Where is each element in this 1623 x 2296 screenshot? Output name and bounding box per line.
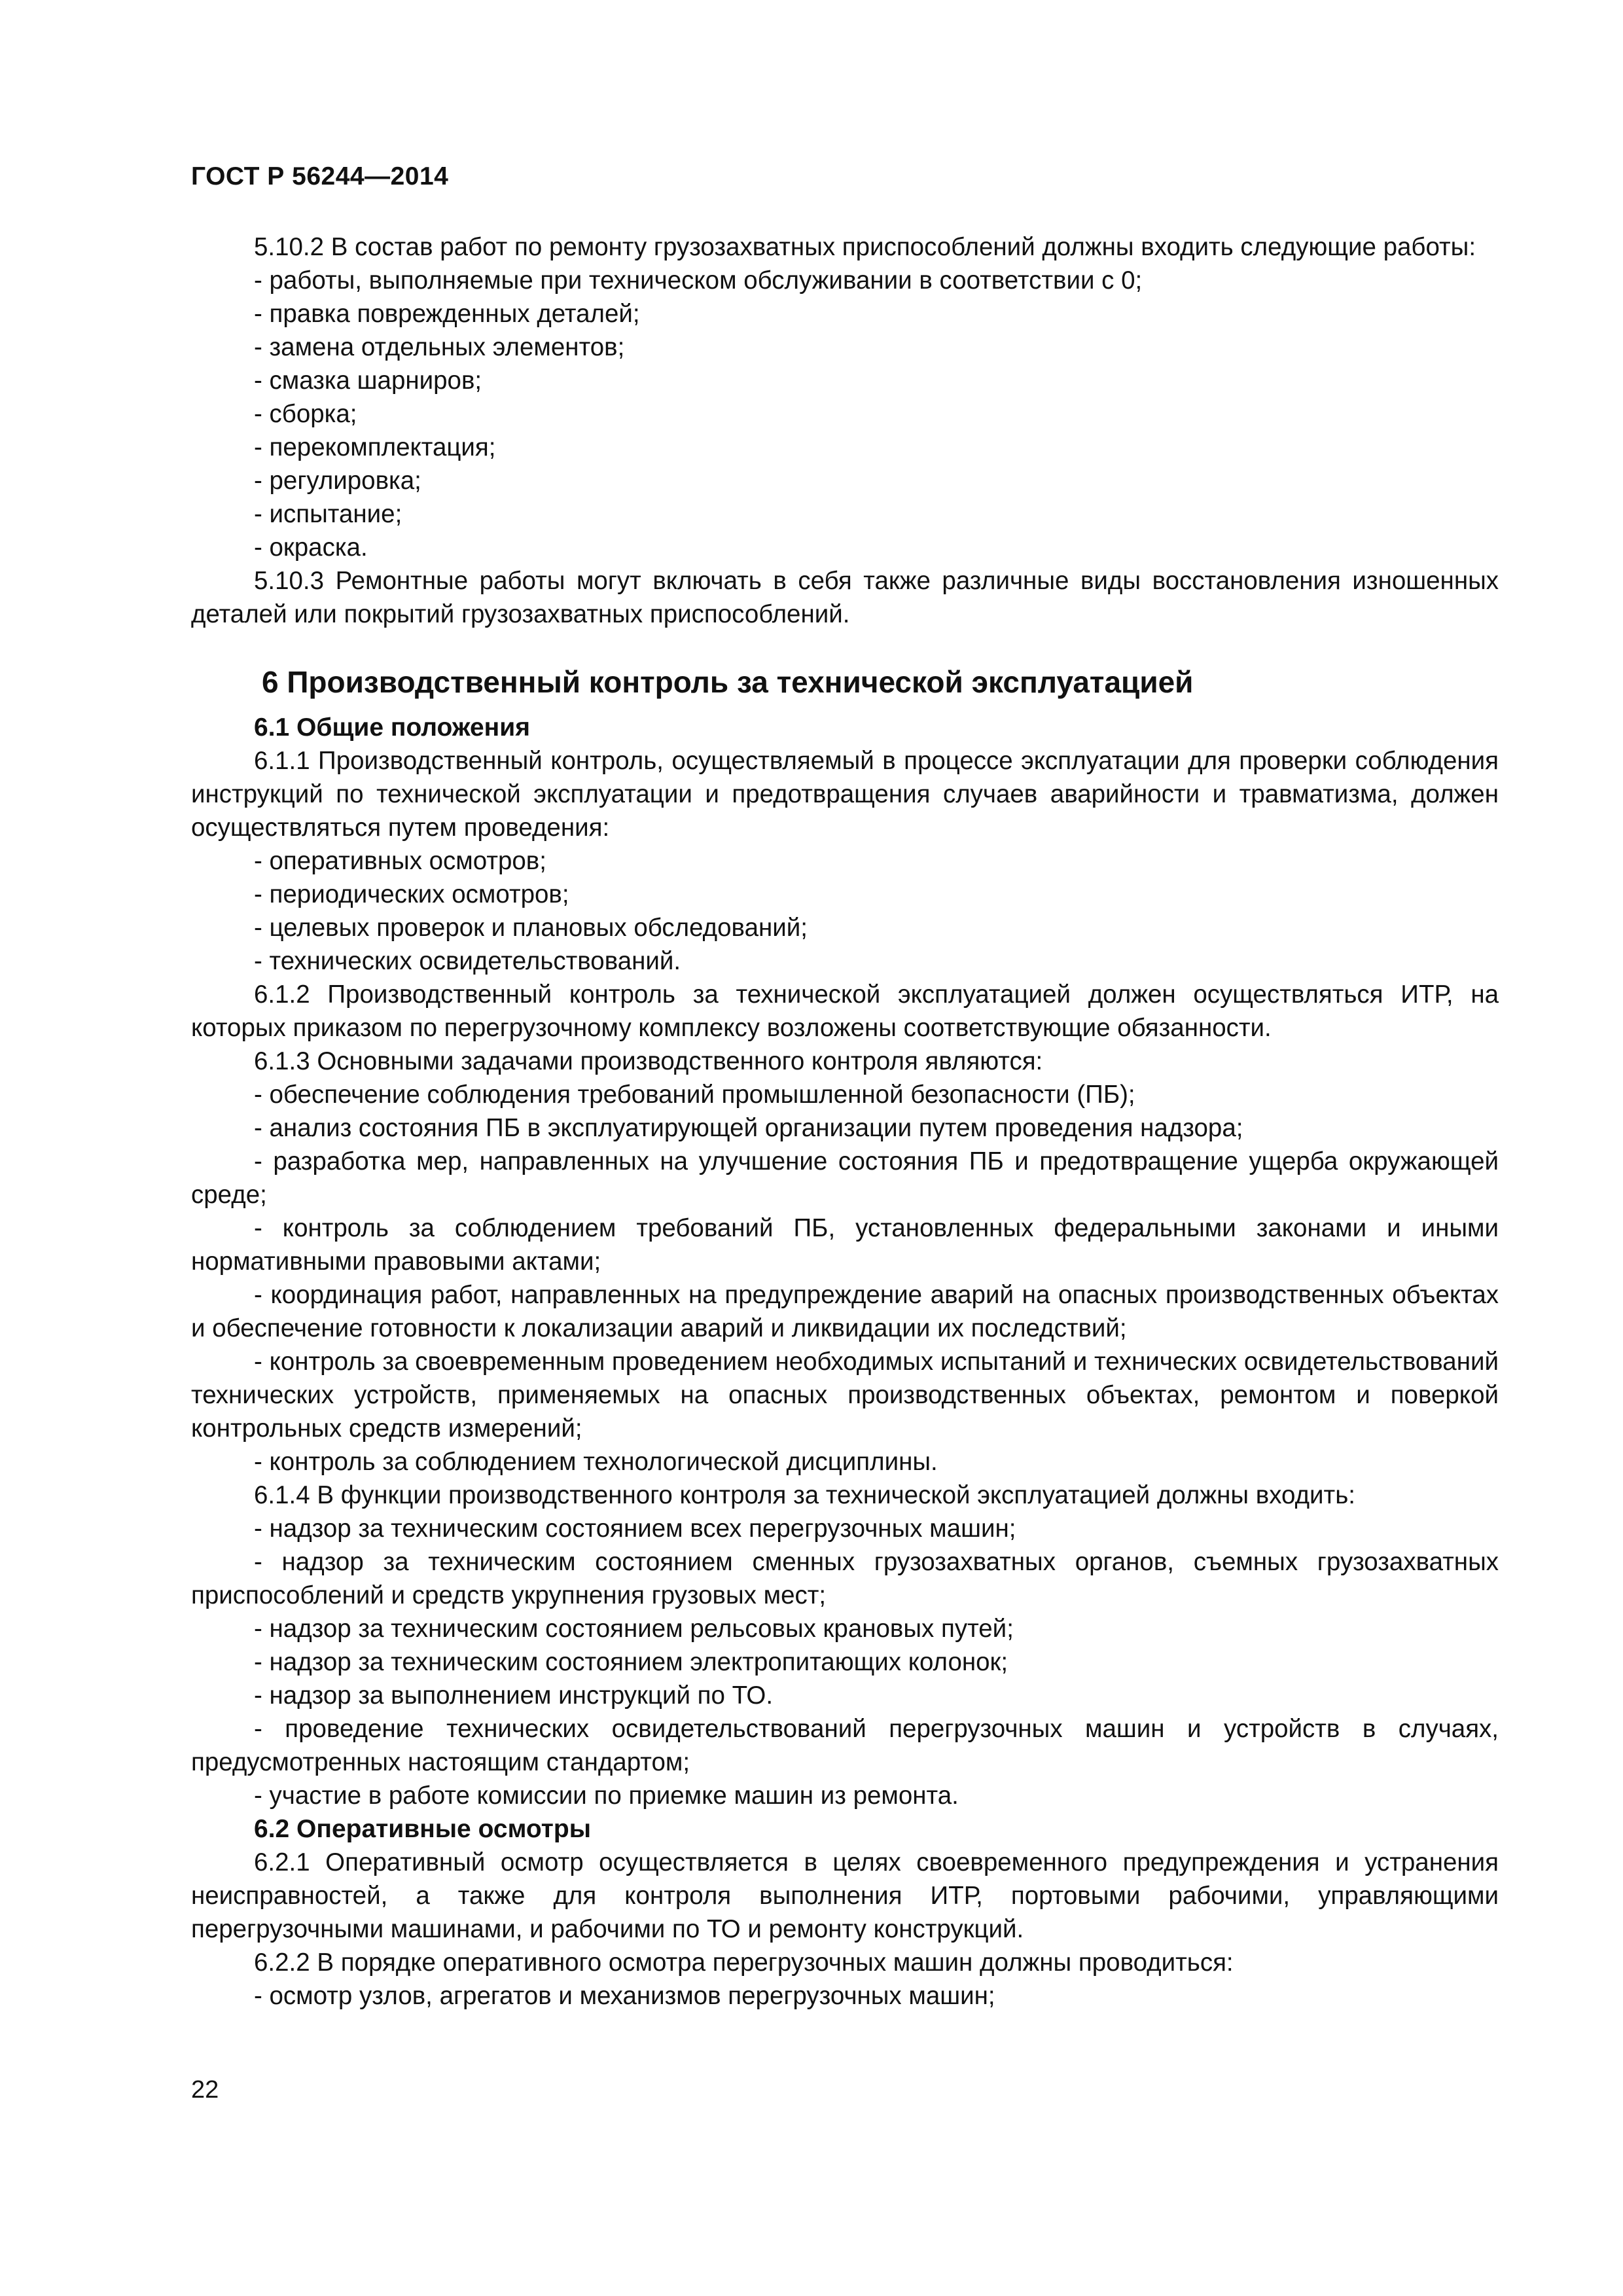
list-item: - контроль за соблюдением технологической дисциплины.	[254, 1448, 938, 1476]
list-item: - участие в работе комиссии по приемке машин из ремонта.	[254, 1782, 959, 1810]
list-item: - работы, выполняемые при техническом обслуживании в соответствии с 0;	[254, 266, 1143, 295]
list-item: - периодических осмотров;	[254, 880, 569, 908]
paragraph-6-2-2: 6.2.2 В порядке оперативного осмотра перегрузочных машин должны проводиться:	[254, 1948, 1234, 1977]
document-code-header: ГОСТ Р 56244—2014	[191, 162, 449, 190]
list-item: - осмотр узлов, агрегатов и механизмов перегрузочных машин;	[254, 1982, 995, 2010]
list-item: - разработка мер, направленных на улучшение состояния ПБ и предотвращение ущерба окружающей среде;	[191, 1147, 1499, 1209]
list-item: - смазка шарниров;	[254, 367, 482, 395]
list-item: - оперативных осмотров;	[254, 847, 546, 875]
section-6-title: 6 Производственный контроль за технической эксплуатацией	[262, 665, 1194, 699]
list-item: - надзор за техническим состоянием рельсовых крановых путей;	[254, 1615, 1014, 1643]
list-item: - сборка;	[254, 400, 357, 428]
list-item: - надзор за техническим состоянием всех перегрузочных машин;	[254, 1515, 1016, 1543]
list-item: - координация работ, направленных на предупреждение аварий на опасных производственных объектах и обеспечение готовности к локализации аварий и ликвидации их последствий;	[191, 1281, 1499, 1342]
subsection-6-2-title: 6.2 Оперативные осмотры	[254, 1815, 591, 1843]
list-item: - правка поврежденных деталей;	[254, 300, 640, 328]
paragraph-5-10-2: 5.10.2 В состав работ по ремонту грузозахватных приспособлений должны входить следующие работы:	[254, 233, 1476, 261]
paragraph-6-2-1: 6.2.1 Оперативный осмотр осуществляется в целях своевременного предупреждения и устранения неисправностей, а также для контроля выполнения ИТР, портовыми рабочими, управляющими перегрузочными машинами, и рабочими по ТО и ремонту конструкций.	[191, 1848, 1499, 1943]
list-item: - анализ состояния ПБ в эксплуатирующей организации путем проведения надзора;	[254, 1114, 1243, 1142]
paragraph-6-1-2: 6.1.2 Производственный контроль за технической эксплуатацией должен осуществляться ИТР, на которых приказом по перегрузочному комплексу возложены соответствующие обязанности.	[191, 980, 1499, 1042]
list-item: - регулировка;	[254, 467, 421, 495]
paragraph-6-1-3: 6.1.3 Основными задачами производственного контроля являются:	[254, 1047, 1043, 1075]
list-item: - проведение технических освидетельствований перегрузочных машин и устройств в случаях, предусмотренных настоящим стандартом;	[191, 1715, 1499, 1776]
list-item: - обеспечение соблюдения требований промышленной безопасности (ПБ);	[254, 1081, 1135, 1109]
list-item: - контроль за своевременным проведением необходимых испытаний и технических освидетельствований технических устройств, применяемых на опасных производственных объектах, ремонтом и поверкой контрольных средств измерений;	[191, 1348, 1499, 1443]
list-item: - целевых проверок и плановых обследований;	[254, 914, 808, 942]
page-number: 22	[191, 2076, 219, 2104]
list-item: - замена отдельных элементов;	[254, 333, 625, 361]
list-item: - технических освидетельствований.	[254, 947, 681, 975]
paragraph-6-1-1: 6.1.1 Производственный контроль, осуществляемый в процессе эксплуатации для проверки соблюдения инструкций по технической эксплуатации и предотвращения случаев аварийности и травматизма, должен осуществляться путем проведения:	[191, 747, 1499, 842]
list-item: - надзор за техническим состоянием электропитающих колонок;	[254, 1648, 1008, 1676]
list-item: - перекомплектация;	[254, 433, 496, 461]
list-item: - окраска.	[254, 533, 368, 562]
page-content	[191, 230, 1499, 2013]
paragraph-5-10-3: 5.10.3 Ремонтные работы могут включать в себя также различные виды восстановления изношенных деталей или покрытий грузозахватных приспособлений.	[191, 567, 1499, 628]
list-item: - контроль за соблюдением требований ПБ, установленных федеральными законами и иными нормативными правовыми актами;	[191, 1214, 1499, 1276]
list-item: - надзор за выполнением инструкций по ТО.	[254, 1681, 774, 1710]
paragraph-6-1-4: 6.1.4 В функции производственного контроля за технической эксплуатацией должны входить:	[254, 1481, 1355, 1509]
subsection-6-1-title: 6.1 Общие положения	[254, 713, 530, 742]
list-item: - надзор за техническим состоянием сменных грузозахватных органов, съемных грузозахватных приспособлений и средств укрупнения грузовых мест;	[191, 1548, 1499, 1609]
list-item: - испытание;	[254, 500, 402, 528]
